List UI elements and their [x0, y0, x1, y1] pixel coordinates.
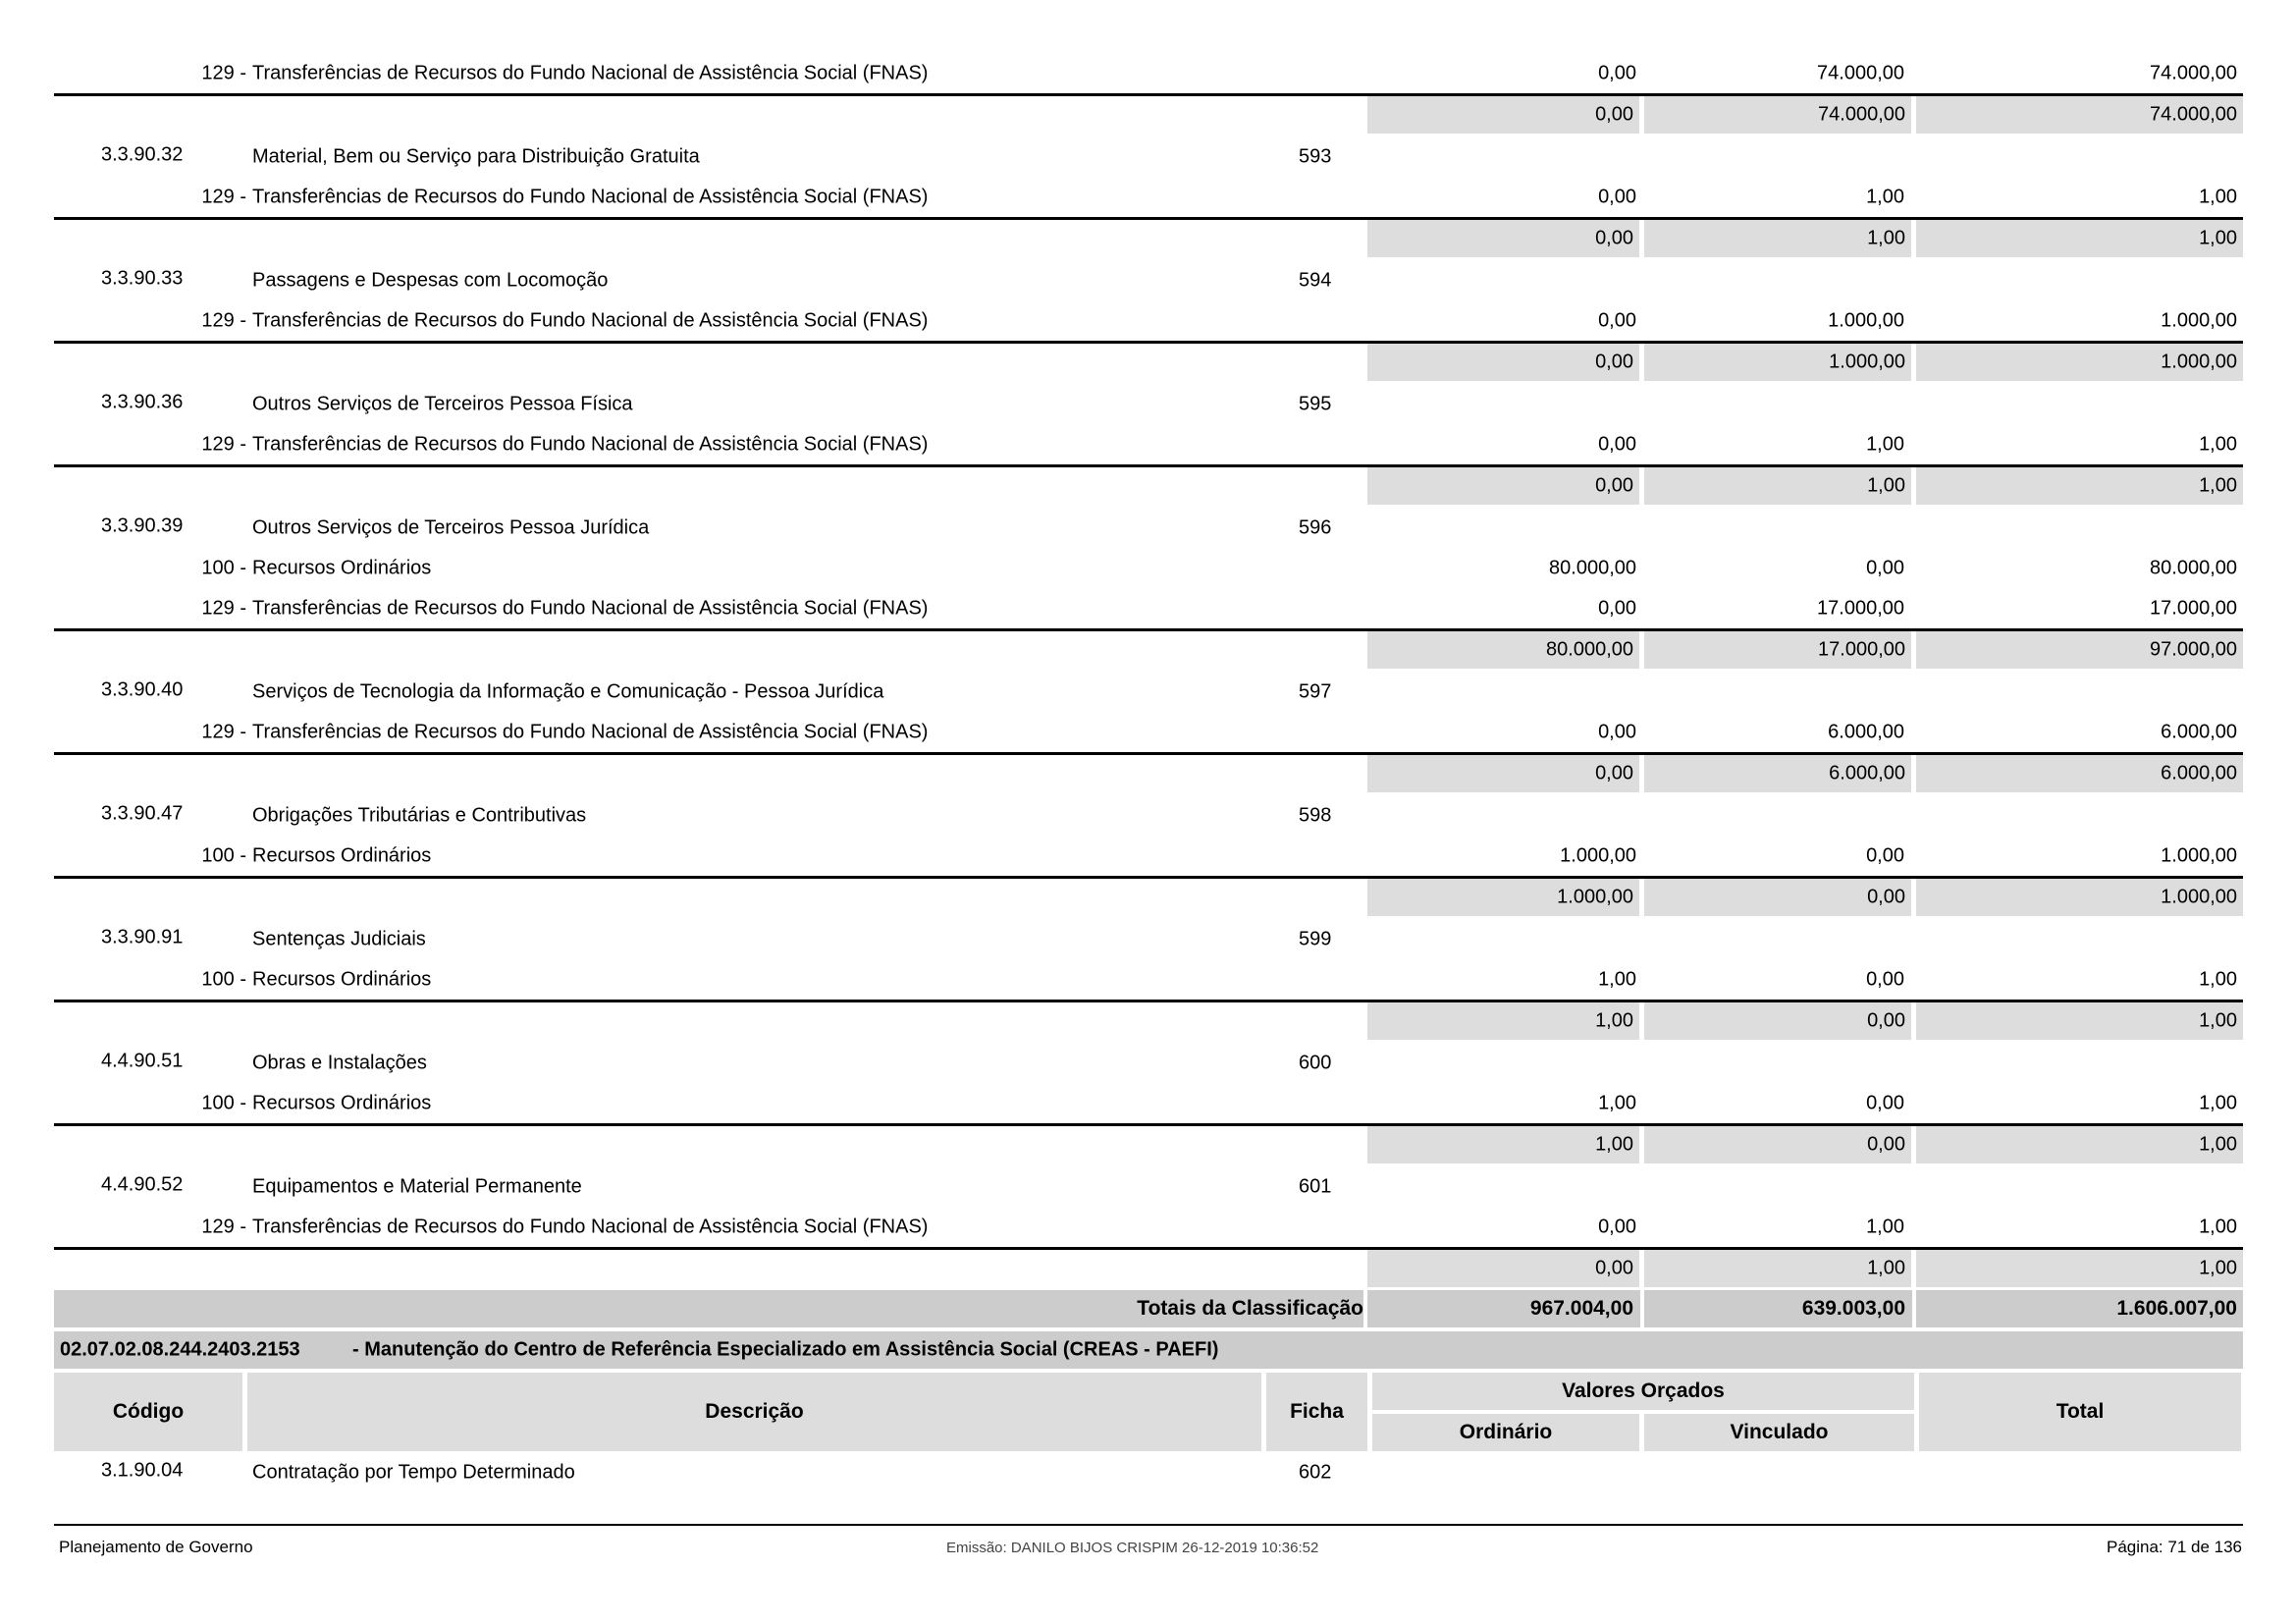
source-number: 129 -: [201, 597, 246, 619]
source-row: [54, 1207, 2243, 1250]
header-ordinario: Ordinário: [1372, 1414, 1639, 1451]
subtotal-total: 74.000,00: [2150, 103, 2237, 126]
value-vinculado: 1.000,00: [1828, 309, 1904, 331]
expense-code: 3.3.90.33: [101, 267, 184, 290]
expense-description: Obrigações Tributárias e Contributivas: [252, 804, 587, 826]
source-row: [54, 959, 2243, 1002]
value-vinculado: 17.000,00: [1817, 597, 1904, 619]
subtotal-vinculado: 6.000,00: [1829, 762, 1905, 784]
subtotal-vinculado: 0,00: [1867, 1133, 1905, 1156]
value-vinculado: 0,00: [1866, 557, 1904, 578]
source-row: [54, 424, 2243, 467]
expense-code: 3.3.90.47: [101, 802, 184, 825]
subtotal-total: 6.000,00: [2161, 762, 2237, 784]
totals-ordinario: 967.004,00: [1529, 1297, 1633, 1320]
subtotal-row: [54, 96, 2243, 134]
expense-ficha: 597: [1299, 680, 1332, 702]
subtotal-vinculado: 1,00: [1867, 1257, 1905, 1279]
expense-row: [54, 795, 2243, 836]
expense-code: 4.4.90.51: [101, 1050, 184, 1072]
expense-ficha: 595: [1299, 393, 1332, 414]
source-row: [54, 1083, 2243, 1126]
value-vinculado: 0,00: [1866, 844, 1904, 866]
expense-row: [54, 136, 2243, 177]
source-description: Transferências de Recursos do Fundo Nacional de Assistência Social (FNAS): [252, 186, 929, 207]
expense-code: 3.3.90.40: [101, 678, 184, 701]
value-vinculado: 0,00: [1866, 968, 1904, 990]
expense-ficha: 594: [1299, 269, 1332, 291]
value-total: 1.000,00: [2161, 309, 2237, 331]
table-header: [54, 1373, 2243, 1451]
subtotal-total: 1.000,00: [2161, 886, 2237, 908]
source-row: [54, 177, 2243, 220]
budget-report-page: [54, 53, 2243, 1494]
source-row: [54, 836, 2243, 879]
program-code: 02.07.02.08.244.2403.2153: [60, 1338, 300, 1361]
source-number: 129 -: [201, 721, 246, 742]
subtotal-total: 1,00: [2199, 1257, 2237, 1279]
subtotal-ordinario: 1,00: [1595, 1009, 1633, 1032]
totals-vinculado: 639.003,00: [1801, 1297, 1905, 1320]
value-total: 6.000,00: [2161, 721, 2237, 742]
expense-row: [54, 1451, 2243, 1494]
value-ordinario: 0,00: [1598, 1216, 1636, 1237]
value-total: 1.000,00: [2161, 844, 2237, 866]
expense-row: [54, 919, 2243, 959]
expense-row: [54, 508, 2243, 548]
expense-row: [54, 672, 2243, 712]
expense-ficha: 601: [1299, 1175, 1332, 1197]
expense-description: Material, Bem ou Serviço para Distribuição Gratuita: [252, 145, 700, 167]
value-ordinario: 0,00: [1598, 186, 1636, 207]
subtotal-vinculado: 1,00: [1867, 474, 1905, 497]
source-number: 100 -: [201, 844, 246, 866]
expense-code: 3.3.90.39: [101, 514, 184, 537]
value-vinculado: 1,00: [1866, 1216, 1904, 1237]
footer-emission: Emissão: DANILO BIJOS CRISPIM 26-12-2019 10:36:52: [946, 1540, 1319, 1556]
subtotal-vinculado: 0,00: [1867, 1009, 1905, 1032]
expense-blocks: [54, 136, 2243, 1287]
header-descricao: Descrição: [247, 1373, 1261, 1451]
subtotal-total: 97.000,00: [2150, 638, 2237, 661]
subtotal-ordinario: 0,00: [1595, 1257, 1633, 1279]
source-row: [54, 53, 2243, 96]
expense-description: Outros Serviços de Terceiros Pessoa Física: [252, 393, 633, 414]
subtotal-vinculado: 1,00: [1867, 227, 1905, 249]
subtotal-row: [54, 344, 2243, 381]
value-total: 74.000,00: [2150, 62, 2237, 83]
value-ordinario: 1,00: [1598, 968, 1636, 990]
expense-description: Sentenças Judiciais: [252, 928, 426, 949]
expense-code: 3.3.90.91: [101, 926, 184, 948]
value-vinculado: 1,00: [1866, 186, 1904, 207]
expense-description: Serviços de Tecnologia da Informação e Comunicação - Pessoa Jurídica: [252, 680, 884, 702]
source-description: Transferências de Recursos do Fundo Nacional de Assistência Social (FNAS): [252, 433, 929, 455]
expense-description: Outros Serviços de Terceiros Pessoa Jurídica: [252, 516, 650, 538]
value-ordinario: 0,00: [1598, 309, 1636, 331]
subtotal-total: 1.000,00: [2161, 351, 2237, 373]
header-valores-orcados: Valores Orçados: [1372, 1373, 1914, 1410]
header-total: Total: [1919, 1373, 2241, 1451]
expense-description: Passagens e Despesas com Locomoção: [252, 269, 609, 291]
subtotal-total: 1,00: [2199, 1009, 2237, 1032]
source-description: Recursos Ordinários: [252, 844, 432, 866]
expense-row: [54, 384, 2243, 424]
subtotal-row: [54, 467, 2243, 505]
source-description: Transferências de Recursos do Fundo Nacional de Assistência Social (FNAS): [252, 597, 929, 619]
source-row: [54, 712, 2243, 755]
source-number: 100 -: [201, 557, 246, 578]
value-total: 1,00: [2199, 1216, 2237, 1237]
program-header: [54, 1331, 2243, 1369]
expense-ficha: 602: [1299, 1461, 1332, 1484]
subtotal-vinculado: 0,00: [1867, 886, 1905, 908]
totals-total: 1.606.007,00: [2116, 1297, 2237, 1320]
footer-left: Planejamento de Governo: [59, 1538, 253, 1556]
value-total: 80.000,00: [2150, 557, 2237, 578]
header-ficha: Ficha: [1266, 1373, 1367, 1451]
expense-code: 3.3.90.32: [101, 143, 184, 166]
value-vinculado: 1,00: [1866, 433, 1904, 455]
source-description: Transferências de Recursos do Fundo Nacional de Assistência Social (FNAS): [252, 1216, 929, 1237]
source-number: 129 -: [201, 62, 246, 83]
value-ordinario: 1.000,00: [1560, 844, 1636, 866]
source-row: [54, 300, 2243, 344]
source-description: Transferências de Recursos do Fundo Nacional de Assistência Social (FNAS): [252, 309, 929, 331]
subtotal-total: 1,00: [2199, 474, 2237, 497]
footer-divider: [54, 1524, 2243, 1526]
value-ordinario: 1,00: [1598, 1092, 1636, 1113]
subtotal-vinculado: 74.000,00: [1818, 103, 1905, 126]
expense-description: Obras e Instalações: [252, 1052, 427, 1073]
subtotal-ordinario: 0,00: [1595, 227, 1633, 249]
source-description: Transferências de Recursos do Fundo Nacional de Assistência Social (FNAS): [252, 62, 929, 83]
expense-ficha: 600: [1299, 1052, 1332, 1073]
subtotal-ordinario: 0,00: [1595, 474, 1633, 497]
subtotal-row: [54, 879, 2243, 916]
value-total: 1,00: [2199, 186, 2237, 207]
value-total: 1,00: [2199, 1092, 2237, 1113]
subtotal-total: 1,00: [2199, 227, 2237, 249]
source-number: 129 -: [201, 433, 246, 455]
subtotal-ordinario: 0,00: [1595, 762, 1633, 784]
value-ordinario: 0,00: [1598, 721, 1636, 742]
expense-description: Contratação por Tempo Determinado: [252, 1461, 575, 1484]
expense-ficha: 593: [1299, 145, 1332, 167]
value-vinculado: 6.000,00: [1828, 721, 1904, 742]
source-number: 129 -: [201, 186, 246, 207]
header-codigo: Código: [54, 1373, 242, 1451]
subtotal-row: [54, 220, 2243, 257]
value-total: 17.000,00: [2150, 597, 2237, 619]
subtotal-row: [54, 631, 2243, 669]
header-vinculado: Vinculado: [1644, 1414, 1914, 1451]
source-description: Transferências de Recursos do Fundo Nacional de Assistência Social (FNAS): [252, 721, 929, 742]
source-description: Recursos Ordinários: [252, 1092, 432, 1113]
source-row: [54, 548, 2243, 588]
value-vinculado: 74.000,00: [1817, 62, 1904, 83]
value-total: 1,00: [2199, 433, 2237, 455]
subtotal-ordinario: 0,00: [1595, 351, 1633, 373]
expense-code: 3.3.90.36: [101, 391, 184, 413]
expense-ficha: 596: [1299, 516, 1332, 538]
value-ordinario: 0,00: [1598, 433, 1636, 455]
subtotal-ordinario: 1.000,00: [1557, 886, 1633, 908]
source-number: 100 -: [201, 968, 246, 990]
subtotal-ordinario: 0,00: [1595, 103, 1633, 126]
expense-code: 4.4.90.52: [101, 1173, 184, 1196]
subtotal-ordinario: 1,00: [1595, 1133, 1633, 1156]
totals-label: Totais da Classificação: [1137, 1297, 1363, 1320]
value-total: 1,00: [2199, 968, 2237, 990]
source-description: Recursos Ordinários: [252, 557, 432, 578]
expense-row: [54, 1043, 2243, 1083]
subtotal-vinculado: 1.000,00: [1829, 351, 1905, 373]
source-description: Recursos Ordinários: [252, 968, 432, 990]
subtotal-vinculado: 17.000,00: [1818, 638, 1905, 661]
value-ordinario: 80.000,00: [1549, 557, 1636, 578]
expense-ficha: 598: [1299, 804, 1332, 826]
value-vinculado: 0,00: [1866, 1092, 1904, 1113]
program-title: - Manutenção do Centro de Referência Especializado em Assistência Social (CREAS - PAEFI): [352, 1338, 1219, 1361]
expense-ficha: 599: [1299, 928, 1332, 949]
value-ordinario: 0,00: [1598, 597, 1636, 619]
totals-row: [54, 1290, 2243, 1327]
source-row: [54, 588, 2243, 631]
subtotal-row: [54, 755, 2243, 792]
expense-code: 3.1.90.04: [101, 1459, 184, 1482]
source-number: 129 -: [201, 309, 246, 331]
expense-row: [54, 260, 2243, 300]
subtotal-row: [54, 1250, 2243, 1287]
footer-page-number: Página: 71 de 136: [2106, 1538, 2242, 1556]
subtotal-row: [54, 1002, 2243, 1040]
source-number: 100 -: [201, 1092, 246, 1113]
subtotal-total: 1,00: [2199, 1133, 2237, 1156]
subtotal-row: [54, 1126, 2243, 1163]
source-number: 129 -: [201, 1216, 246, 1237]
value-ordinario: 0,00: [1598, 62, 1636, 83]
expense-description: Equipamentos e Material Permanente: [252, 1175, 582, 1197]
subtotal-ordinario: 80.000,00: [1546, 638, 1633, 661]
expense-row: [54, 1166, 2243, 1207]
